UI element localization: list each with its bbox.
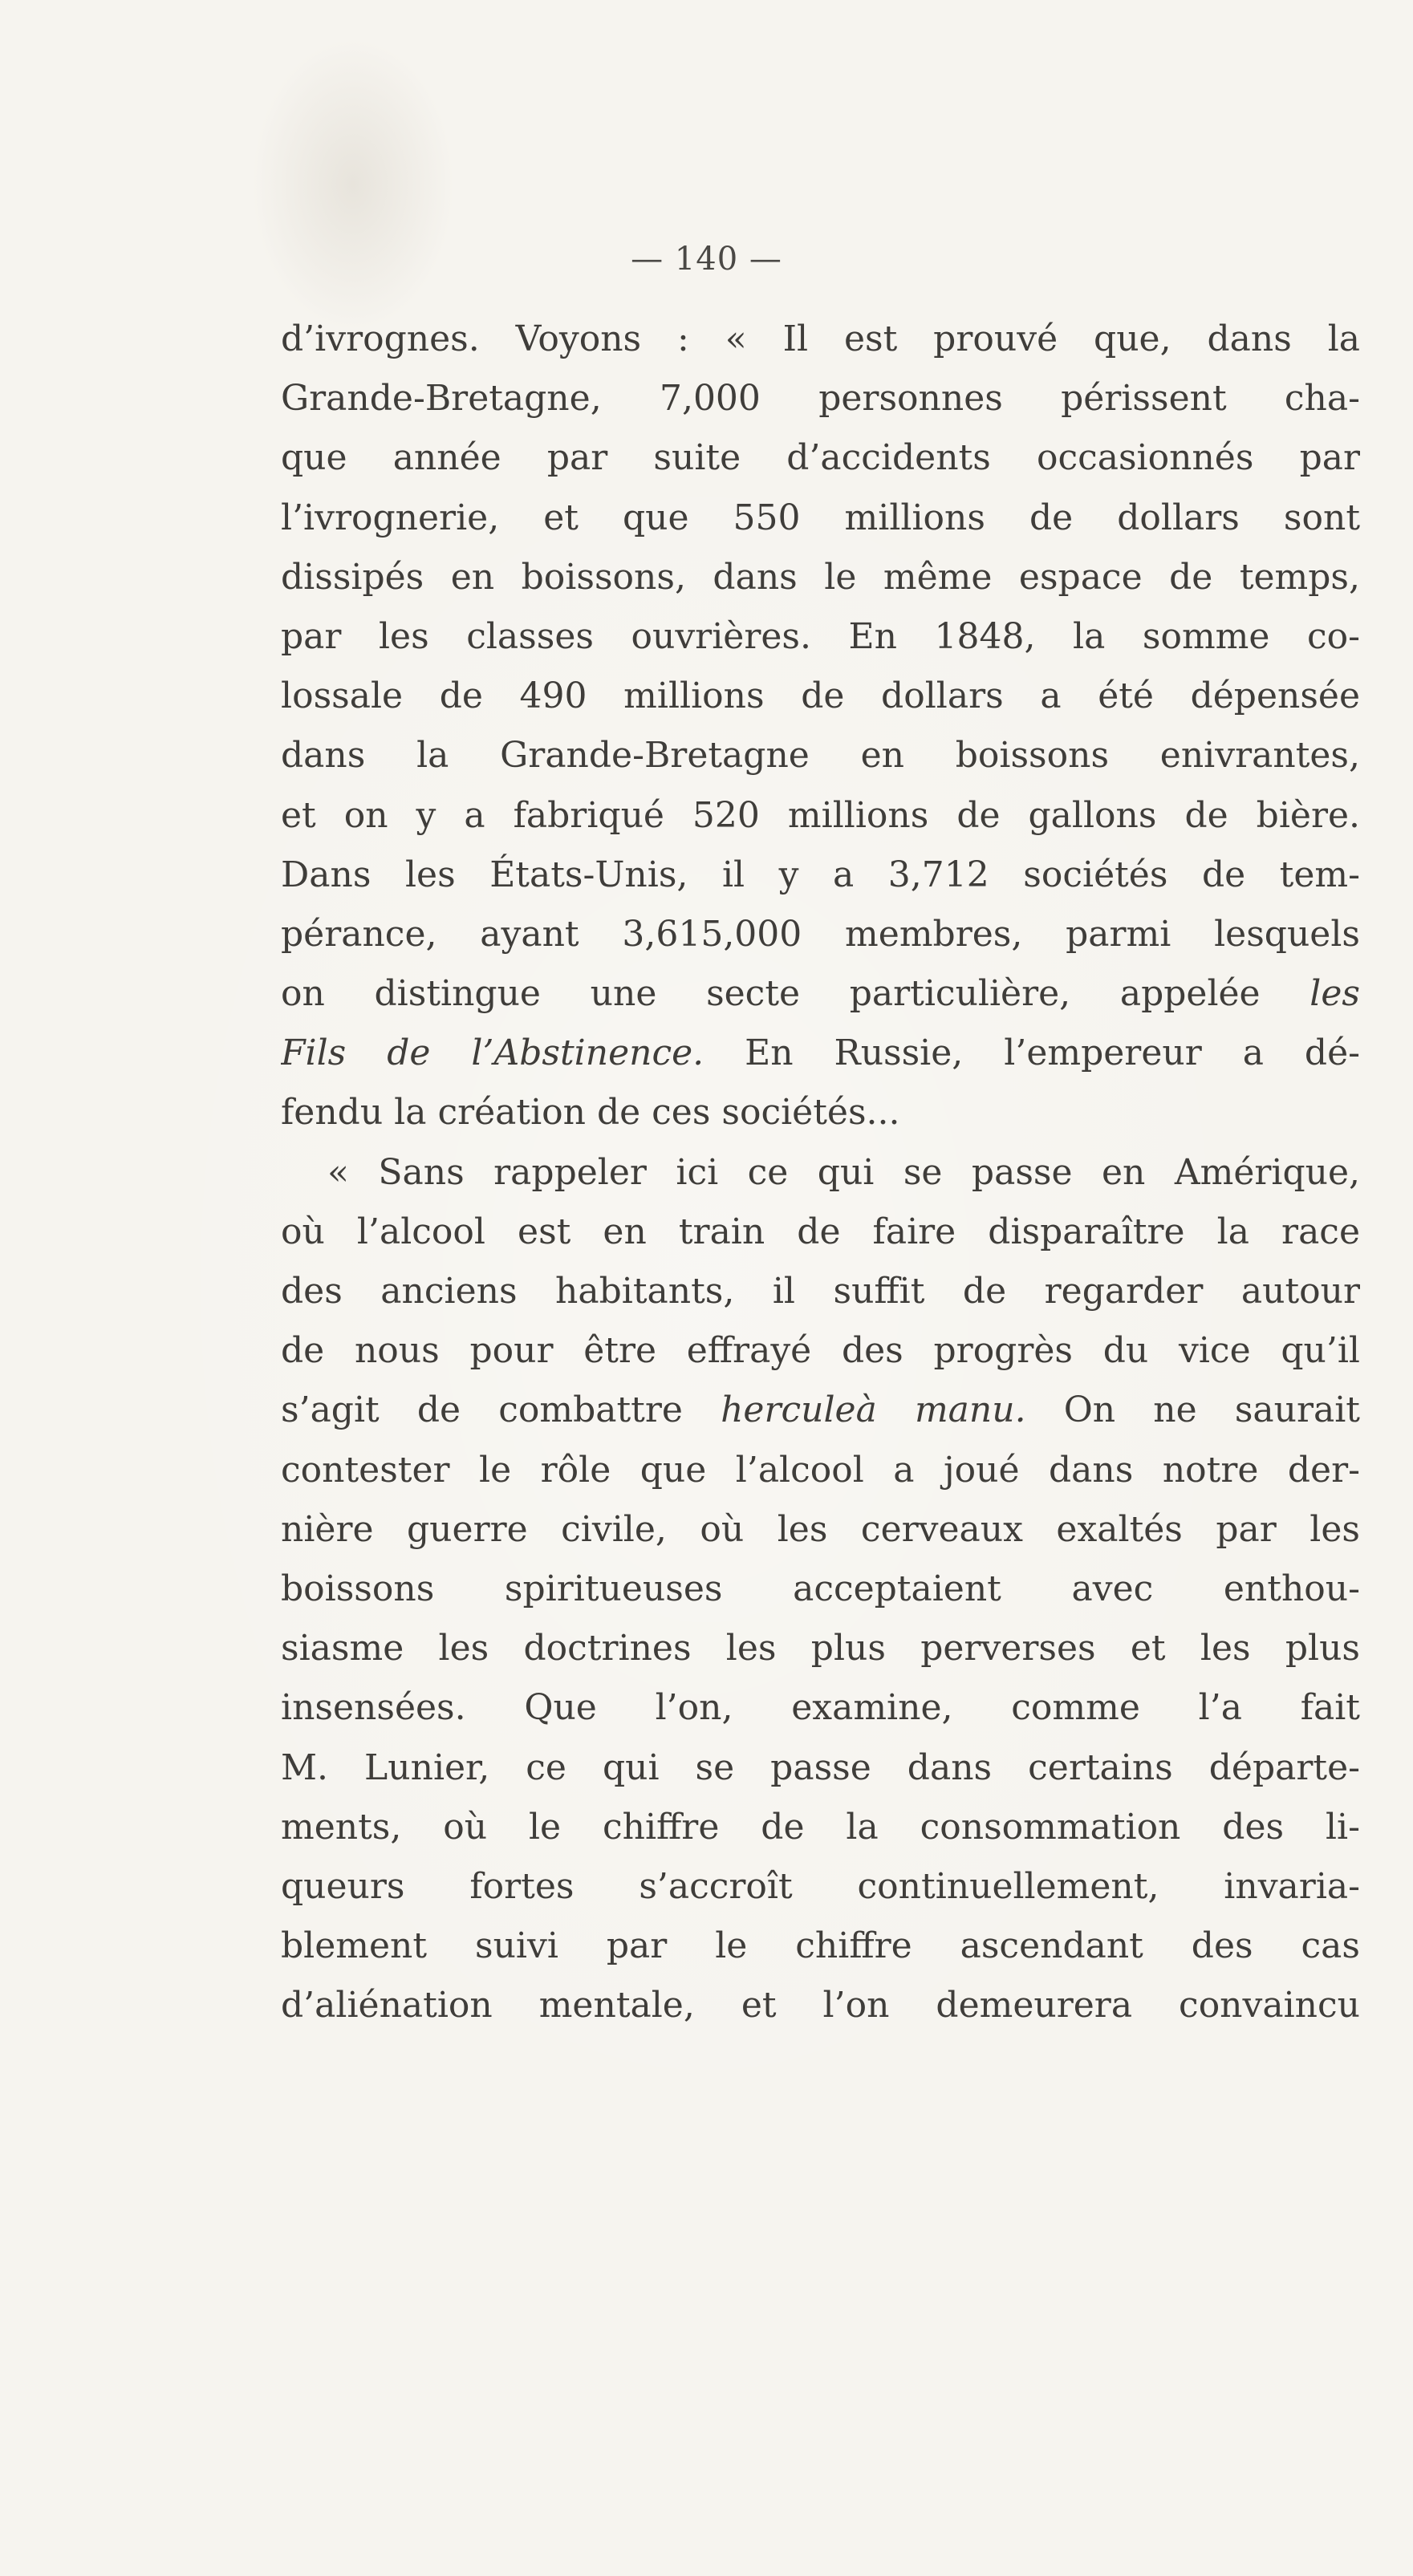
text-line: ments, où le chiffre de la consommation des li- [281,1806,1360,1848]
text-line: dissipés en boissons, dans le même espace de temps, [281,556,1360,598]
text-line: des anciens habitants, il suffit de regarder autour [281,1271,1360,1312]
text-line: queurs fortes s’accroît continuellement, invaria- [281,1865,1360,1907]
text-line: d’ivrognes. Voyons : « Il est prouvé que, dans la [281,318,1360,359]
text-line: siasme les doctrines les plus perverses et les plus [281,1628,1360,1669]
text-line: fendu la création de ces sociétés... [281,1092,900,1134]
text-segment: En Russie, l’empereur a dé- [745,1032,1360,1074]
italic-text: Fils de l’Abstinence. [281,1032,704,1074]
text-line [281,1381,1360,1440]
text-line [281,1143,1360,1203]
text-line: lossale de 490 millions de dollars a été dépensée [281,675,1360,717]
italic-text: les [1309,973,1360,1015]
text-line: de nous pour être effrayé des progrès du vice qu’il [281,1330,1360,1372]
text-line: insensées. Que l’on, examine, comme l’a fait [281,1687,1360,1729]
text-line: nière guerre civile, où les cerveaux exaltés par les [281,1508,1360,1550]
text-segment: On ne saurait [1063,1389,1360,1431]
text-line: où l’alcool est en train de faire disparaître la race [281,1211,1360,1252]
page-number: — 140 — [631,241,782,278]
text-segment: s’agit de combattre [281,1389,683,1431]
text-line: Dans les États-Unis, il y a 3,712 sociétés de tem- [281,854,1360,895]
text-line: contester le rôle que l’alcool a joué dans notre der- [281,1449,1360,1491]
text-line: par les classes ouvrières. En 1848, la somme co- [281,615,1360,657]
text-line: pérance, ayant 3,615,000 membres, parmi lesquels [281,913,1360,955]
text-line: d’aliénation mentale, et l’on demeurera convaincu [281,1985,1360,2026]
text-line: Grande-Bretagne, 7,000 personnes périssent cha- [281,378,1360,420]
text-line [281,964,1360,1024]
text-line: blement suivi par le chiffre ascendant des cas [281,1925,1360,1967]
text-segment: on distingue une secte particulière, appelée [281,973,1261,1015]
text-line: l’ivrognerie, et que 550 millions de dollars sont [281,497,1360,538]
text-line [281,1024,1360,1083]
text-segment: « Sans rappeler ici ce qui se passe en Amérique, [327,1151,1360,1193]
text-line: que année par suite d’accidents occasionnés par [281,437,1360,479]
text-line: et on y a fabriqué 520 millions de gallons de bière. [281,794,1360,836]
italic-text: herculeà manu. [721,1389,1026,1431]
text-line: dans la Grande-Bretagne en boissons enivrantes, [281,735,1360,777]
text-line: boissons spiritueuses acceptaient avec enthou- [281,1568,1360,1609]
text-line: M. Lunier, ce qui se passe dans certains départe- [281,1746,1360,1788]
body-text [281,310,1360,2035]
